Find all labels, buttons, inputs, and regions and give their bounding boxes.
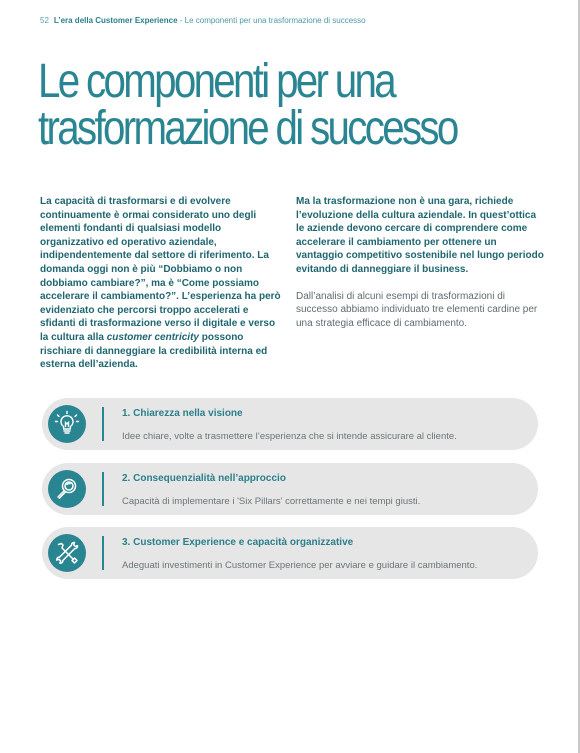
pillar-title: 1. Chiarezza nella visione [122, 408, 243, 419]
pillar-title: 3. Customer Experience e capacità organizzative [122, 537, 354, 548]
tools-icon [48, 534, 86, 572]
pillar-description: Idee chiare, volte a trasmettere l’esperienza che si intende assicurare al cliente. [122, 431, 457, 442]
page-title [38, 55, 457, 155]
pillar-customer-experience [42, 527, 538, 579]
pillar-title: 2. Consequenzialità nell’approccio [122, 473, 286, 484]
pillar-consequentiality [42, 463, 538, 515]
pillar-divider [102, 472, 104, 506]
chapter-title: - Le componenti per una trasformazione di successo [177, 16, 366, 25]
pillar-description: Adeguati investimenti in Customer Experience per avviare e guidare il cambiamento. [122, 560, 478, 571]
page-title-line1: Le componenti per una [38, 55, 395, 108]
right-paragraph-bold: Ma la trasformazione non è una gara, richiede l’evoluzione della cultura aziendale. In quest’ottica le aziende devono cercare di comprendere come accelerare il cambiamento per ottenere un vantaggio competitivo sostenibile nel lungo periodo evitando di danneggiare il business. [296, 196, 544, 275]
page-number: 52 [40, 16, 49, 25]
pillar-description: Capacità di implementare i 'Six Pillars' correttamente e nei tempi giusti. [122, 496, 421, 507]
pillar-divider [102, 407, 104, 441]
pillar-divider [102, 536, 104, 570]
left-paragraph: La capacità di trasformarsi e di evolvere continuamente è ormai considerato uno degli elementi fondanti di qualsiasi modello organizzativo ed operativo aziendale, indipendentemente dal settore di riferimento. La domanda oggi non è più “Dobbiamo o non dobbiamo cambiare?”, ma è “Come possiamo accelerare il cambiamento?”. L’esperienza ha però evidenziato che percorsi troppo accelerati e sfidanti di trasformazione verso il digitale e verso la cultura alla customer centricity possono rischiare di danneggiare la credibilità interna ed esterna dell’azienda. [40, 196, 281, 371]
pillar-clarity-vision [42, 398, 538, 450]
customer-centricity-term: customer centricity [106, 331, 199, 343]
right-column [296, 195, 544, 330]
running-header [40, 16, 366, 25]
lightbulb-icon [48, 405, 86, 443]
left-column [40, 195, 284, 372]
right-paragraph-normal: Dall’analisi di alcuni esempi di trasformazioni di successo abbiamo individuato tre elementi cardine per una strategia efficace di cambiamento. [296, 290, 538, 329]
magnifier-icon [48, 470, 86, 508]
page-title-line2: trasformazione di successo [38, 102, 457, 155]
book-title: L’era della Customer Experience [53, 16, 178, 25]
